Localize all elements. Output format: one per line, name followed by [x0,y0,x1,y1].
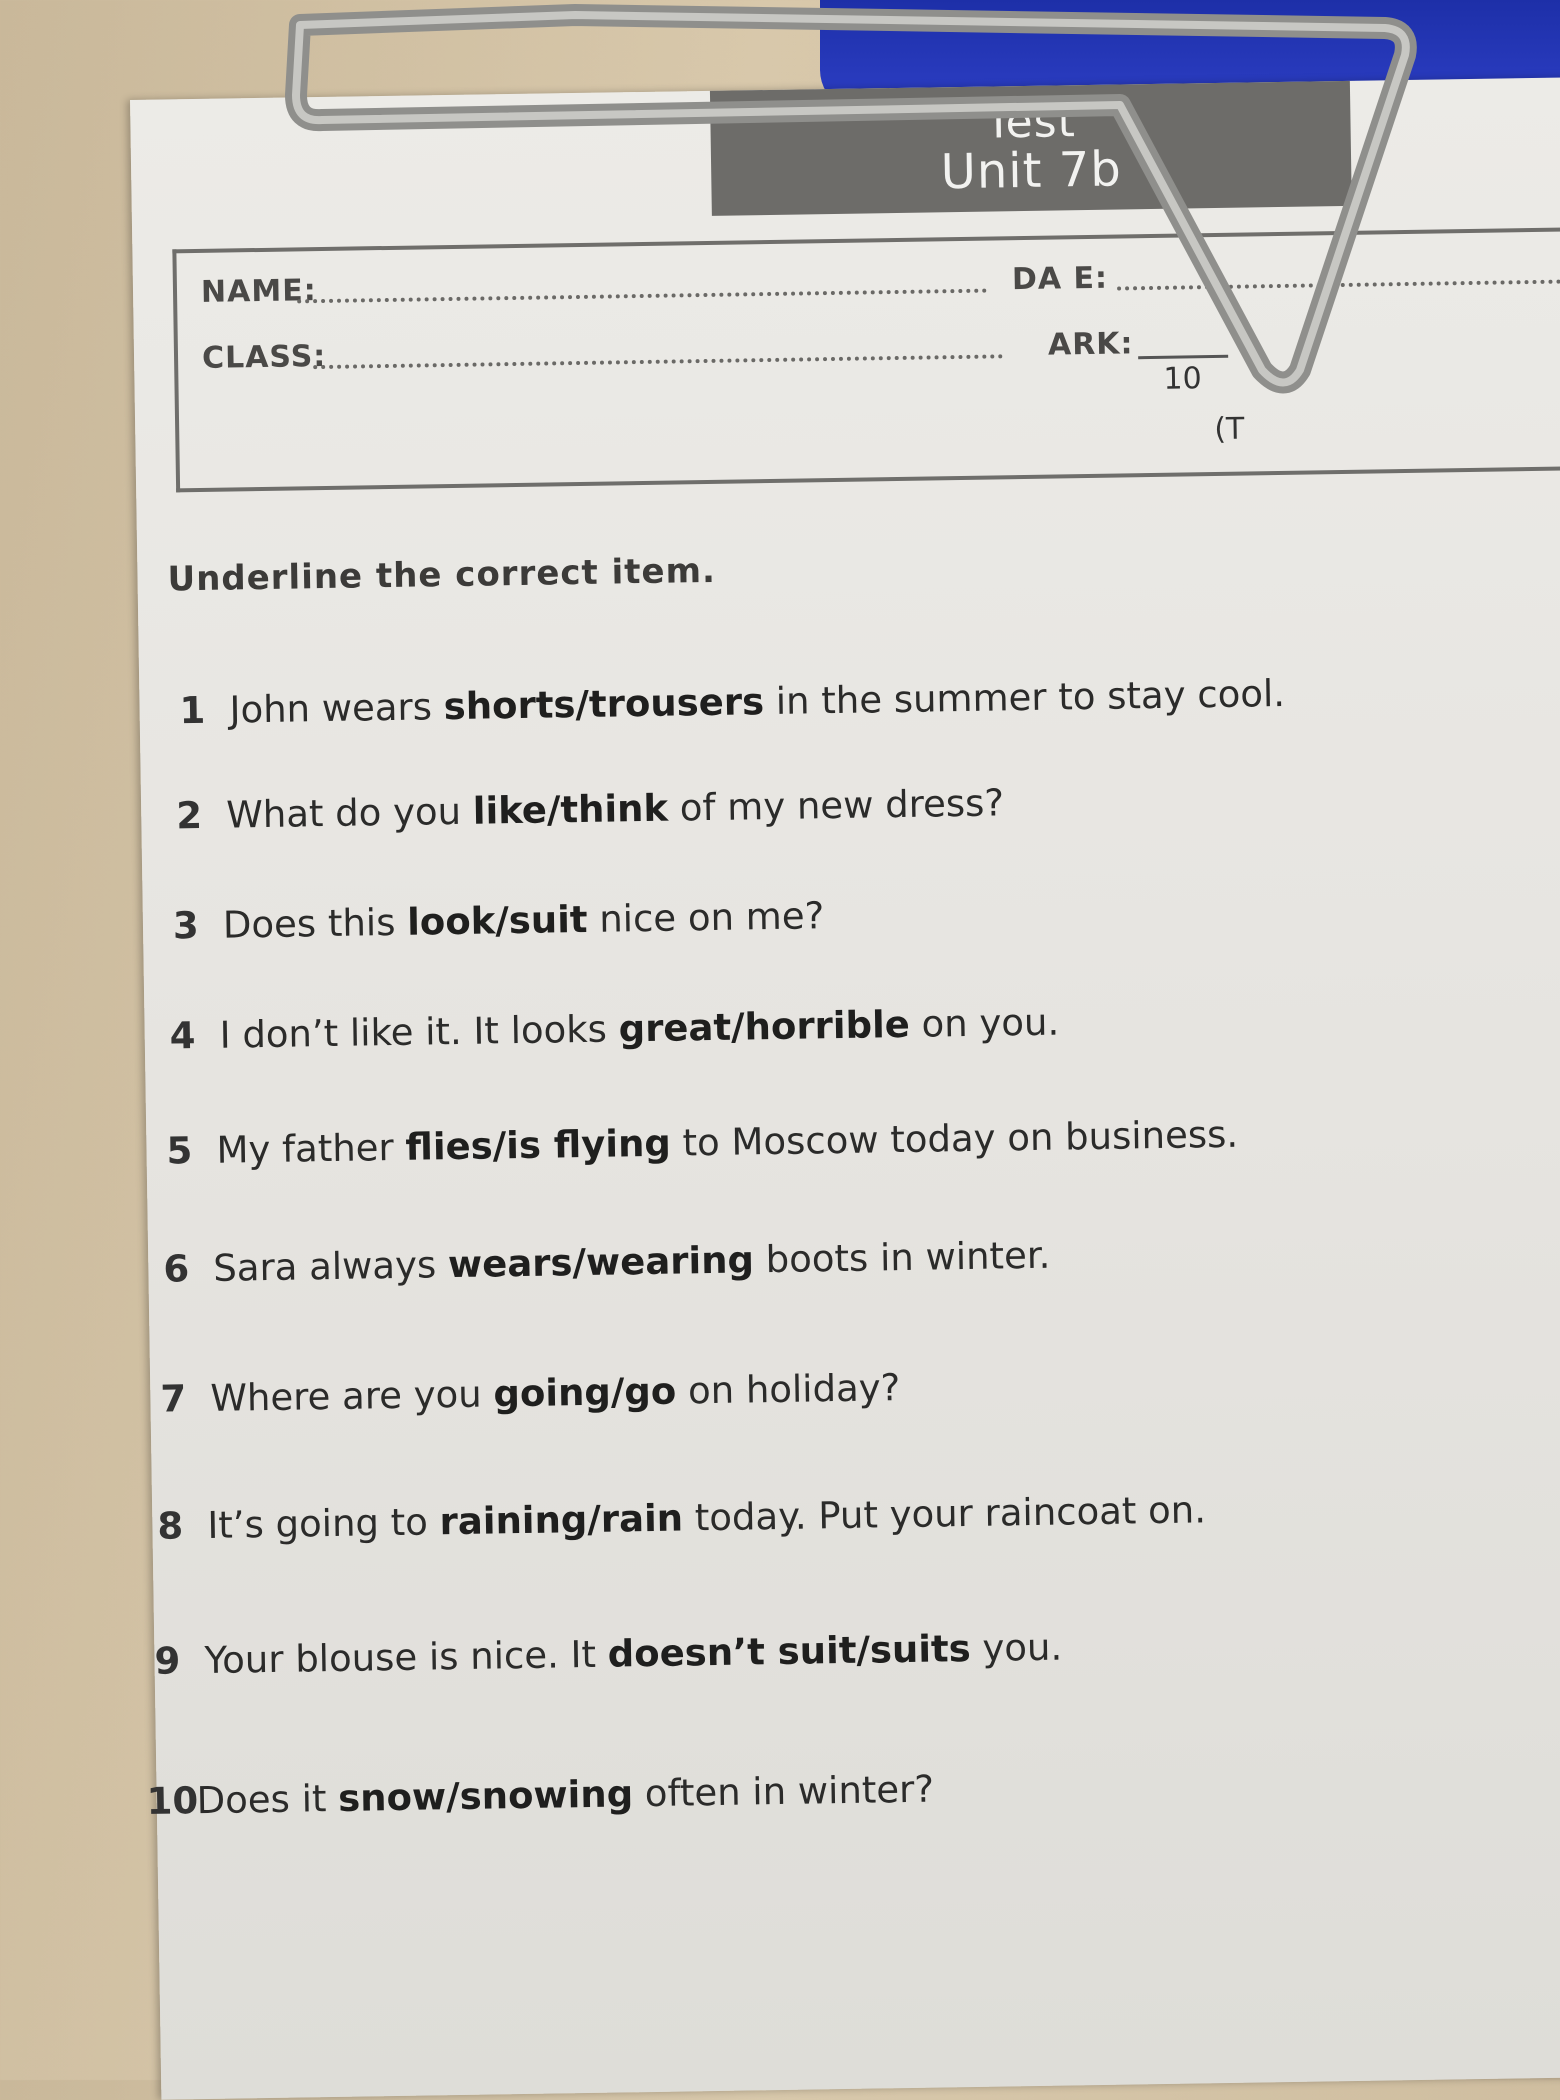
question-number: 1 [179,688,206,733]
date-label: DA E: [1011,260,1109,298]
question-item [157,1488,1206,1547]
question-item [179,672,1285,732]
answer-options[interactable]: raining/rain [439,1496,684,1544]
answer-options[interactable]: wears/wearing [447,1238,755,1287]
answer-options[interactable]: flies/is flying [405,1121,672,1169]
question-text-after: on you. [909,1000,1060,1046]
question-number: 3 [172,904,200,948]
question-text-before: Does this [222,900,408,947]
question-text-after: of my new dress? [667,781,1005,830]
question-text-before: Your blouse is nice. It [204,1632,609,1683]
question-text-before: Where are you [210,1372,494,1420]
mark-denominator: 10 [1163,361,1202,397]
test-title: Test [984,96,1077,149]
question-item [154,1626,1062,1683]
answer-options[interactable]: going/go [493,1369,677,1416]
instruction-text: Underline the correct item. [167,550,717,600]
question-item [169,1001,1059,1058]
student-info-box [172,227,1560,492]
question-number: 9 [154,1639,181,1683]
question-text-after: nice on me? [587,894,825,941]
question-item [176,781,1004,837]
mark-label: ARK: [1047,326,1134,363]
answer-options[interactable]: shorts/trousers [443,680,765,729]
answer-options[interactable]: great/horrible [618,1002,911,1051]
question-text-after: boots in winter. [753,1233,1051,1282]
question-number: 2 [175,793,203,838]
class-field[interactable] [313,354,1003,369]
question-number: 6 [163,1247,190,1291]
unit-title: Unit 7b [940,141,1123,201]
question-text-after: to Moscow today on business. [670,1112,1239,1165]
answer-options[interactable]: doesn’t suit/suits [607,1626,972,1676]
question-text-after: on holiday? [675,1366,901,1413]
question-text-after: in the summer to stay cool. [763,671,1286,724]
name-label: NAME: [200,273,317,310]
date-field[interactable] [1117,279,1560,291]
question-text-before: John wears [229,685,445,732]
class-label: CLASS: [201,338,327,376]
question-number: 4 [169,1014,196,1058]
answer-options[interactable]: look/suit [406,897,588,944]
answer-options[interactable]: like/think [472,786,669,833]
question-text-before: What do you [225,789,474,837]
title-block [710,81,1352,216]
question-number: 5 [166,1129,193,1173]
question-text-before: Sara always [213,1243,449,1290]
question-item [163,1234,1051,1291]
question-item [166,1113,1238,1173]
question-number: 10 [146,1779,199,1823]
question-text-before: It’s going to [207,1500,440,1547]
worksheet-page [130,77,1560,2100]
question-number: 8 [157,1504,184,1548]
question-text-before: My father [216,1125,406,1172]
question-number: 7 [160,1377,187,1421]
name-field[interactable] [297,289,987,304]
answer-options[interactable]: snow/snowing [337,1772,634,1820]
mark-field[interactable] [1138,355,1228,359]
question-text-before: I don’t like it. It looks [219,1007,619,1057]
question-item [173,894,825,947]
question-text-after: today. Put your raincoat on. [682,1488,1207,1540]
question-item [160,1366,900,1421]
question-text-before: Does it [196,1776,339,1823]
question-text-after: you. [970,1625,1063,1670]
question-item [146,1768,934,1823]
question-text-after: often in winter? [632,1767,935,1816]
side-note: (T [1214,411,1245,448]
